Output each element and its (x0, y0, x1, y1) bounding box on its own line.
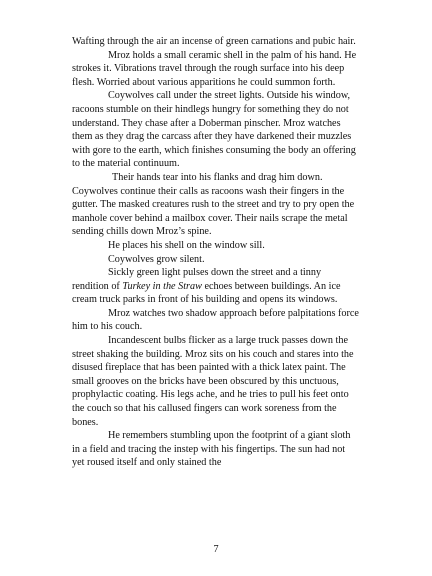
paragraph-text: Sickly green light pulses down the street and a tinny rendition of (72, 267, 322, 292)
paragraph: Their hands tear into his flanks and drag him down. Coywolves continue their calls as racoons wash their fingers in the gutter. The masked creatures rush to the street and try to pry open the manhole cover behind a mailbox cover. Their nails scrape the metal sending chills down Mroz’s spine. (72, 171, 355, 238)
body-text (72, 35, 360, 470)
song-title: Turkey in the Straw (122, 280, 202, 292)
paragraph: Coywolves call under the street lights. Outside his window, racoons stumble on their hindlegs hungry for something they do not understand. They chase after a Doberman pinscher. Mroz watches them as they drag the carcass after they have darkened their muzzles with gore to the earth, which finishes consuming the body an offering to the material continuum. (72, 90, 356, 170)
paragraph (72, 266, 360, 307)
paragraph-text: echoes between buildings. An ice cream truck parks in front of his building and opens its windows. (72, 280, 341, 306)
paragraph: Wafting through the air an incense of green carnations and pubic hair. (72, 36, 356, 47)
page-number: 7 (213, 544, 219, 555)
paragraph: Mroz watches two shadow approach before palpitations force him to his couch. (72, 307, 359, 333)
paragraph: Incandescent bulbs flicker as a large truck passes down the street shaking the building. Mroz sits on his couch and stares into the disused fireplace that has been painted with a thick latex paint. The small grooves on the bricks have been obscured by this unctuous, prophylactic coating. His legs ache, and he tries to pull his feet onto the couch so that his callused fingers can work soreness from the bones. (72, 335, 354, 428)
paragraph: Mroz holds a small ceramic shell in the palm of his hand. He strokes it. Vibrations travel through the rough surface into his deep flesh. Worried about various apparitions he could summon forth. (72, 49, 357, 88)
paragraph: He places his shell on the window sill. (108, 239, 265, 251)
paragraph: He remembers stumbling upon the footprint of a giant sloth in a field and tracing the instep with his fingertips. The sun had not yet roused itself and only stained the (72, 430, 351, 469)
paragraph: Coywolves grow silent. (108, 253, 205, 265)
